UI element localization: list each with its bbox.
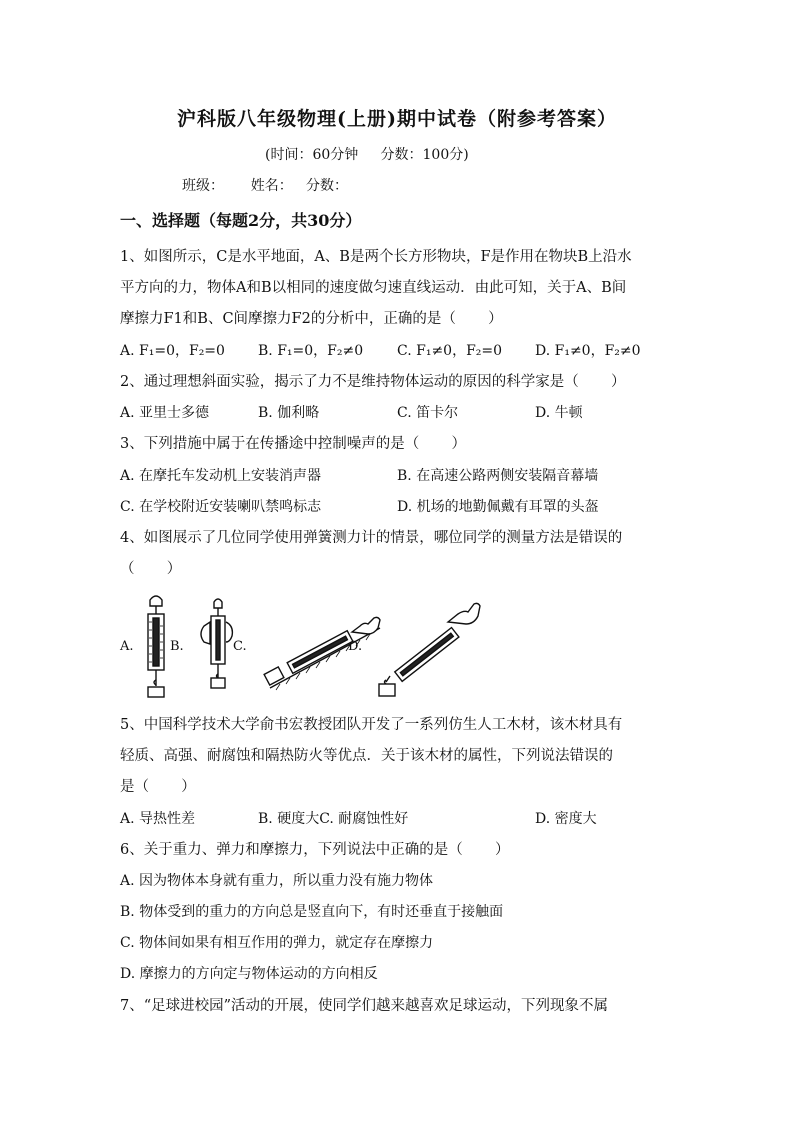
q6-line: 6、关于重力、弹力和摩擦力，下列说法中正确的是（ ）	[120, 842, 510, 858]
q3-option-c: C. 在学校附近安装喇叭禁鸣标志	[120, 499, 322, 515]
q6-option-a: A. 因为物体本身就有重力，所以重力没有施力物体	[120, 873, 434, 889]
spring-scale-figures	[130, 592, 670, 704]
q6-option-d: D. 摩擦力的方向定与物体运动的方向相反	[120, 966, 378, 982]
q2-option-d: D. 牛顿	[535, 405, 583, 421]
exam-title: 沪科版八年级物理(上册)期中试卷（附参考答案）	[177, 108, 617, 130]
q1-option-d: D. F₁≠0，F₂≠0	[535, 343, 641, 359]
q3-option-b: B. 在高速公路两侧安装隔音幕墙	[397, 468, 599, 484]
q1-line-3: 摩擦力F1和B、C间摩擦力F2的分析中，正确的是（ ）	[120, 311, 503, 327]
q2-option-a: A. 亚里士多德	[120, 405, 210, 421]
q6-option-c: C. 物体间如果有相互作用的弹力，就定存在摩擦力	[120, 935, 434, 951]
q5-line-3: 是（ ）	[120, 779, 196, 795]
q5-line-2: 轻质、高强、耐腐蚀和隔热防火等优点．关于该木材的属性，下列说法错误的	[120, 748, 613, 764]
q6-option-b: B. 物体受到的重力的方向总是竖直向下，有时还垂直于接触面	[120, 904, 504, 920]
q2-option-c: C. 笛卡尔	[397, 405, 459, 421]
q5-option-a: A. 导热性差	[120, 811, 196, 827]
q5-line-1: 5、中国科学技术大学俞书宏教授团队开发了一系列仿生人工木材，该木材具有	[120, 717, 623, 733]
q3-option-d: D. 机场的地勤佩戴有耳罩的头盔	[397, 499, 599, 515]
q4-line-2: （ ）	[120, 561, 182, 577]
q2-option-b: B. 伽利略	[258, 405, 320, 421]
q1-option-b: B. F₁=0，F₂≠0	[258, 343, 364, 359]
q2-line: 2、通过理想斜面实验，揭示了力不是维持物体运动的原因的科学家是（ ）	[120, 374, 626, 390]
q3-line: 3、下列措施中属于在传播途中控制噪声的是（ ）	[120, 436, 466, 452]
q3-option-a: A. 在摩托车发动机上安装消声器	[120, 468, 322, 484]
q4-figure-label-d: D.	[348, 639, 363, 654]
q4-figure-label-b: B.	[170, 639, 184, 654]
figure-a-spring-scale	[148, 596, 164, 697]
q4-line-1: 4、如图展示了几位同学使用弹簧测力计的情景，哪位同学的测量方法是错误的	[120, 530, 623, 546]
student-info-line: 班级： 姓名： 分数：	[182, 178, 349, 194]
q1-line-1: 1、如图所示，C是水平地面，A、B是两个长方形物块，F是作用在物块B上沿水	[120, 249, 632, 265]
exam-subtitle: (时间：60分钟 分数：100分)	[265, 147, 469, 163]
q1-option-a: A. F₁=0，F₂=0	[120, 343, 225, 359]
figure-c-spring-scale	[264, 617, 380, 690]
figure-b-spring-scale	[201, 599, 232, 688]
q1-line-2: 平方向的力，物体A和B以相同的速度做匀速直线运动．由此可知，关于A、B间	[120, 280, 627, 296]
section-heading: 一、选择题（每题2分，共30分）	[120, 211, 362, 230]
q4-figure-label-a: A.	[120, 639, 134, 654]
q5-option-bc: B. 硬度大C. 耐腐蚀性好	[258, 811, 409, 827]
q1-option-c: C. F₁≠0，F₂=0	[397, 343, 503, 359]
q5-option-d: D. 密度大	[535, 811, 597, 827]
figure-d-spring-scale	[379, 603, 480, 696]
q7-line: 7、“足球进校园”活动的开展，使同学们越来越喜欢足球运动，下列现象不属	[120, 998, 609, 1014]
q4-figure-label-c: C.	[233, 639, 247, 654]
